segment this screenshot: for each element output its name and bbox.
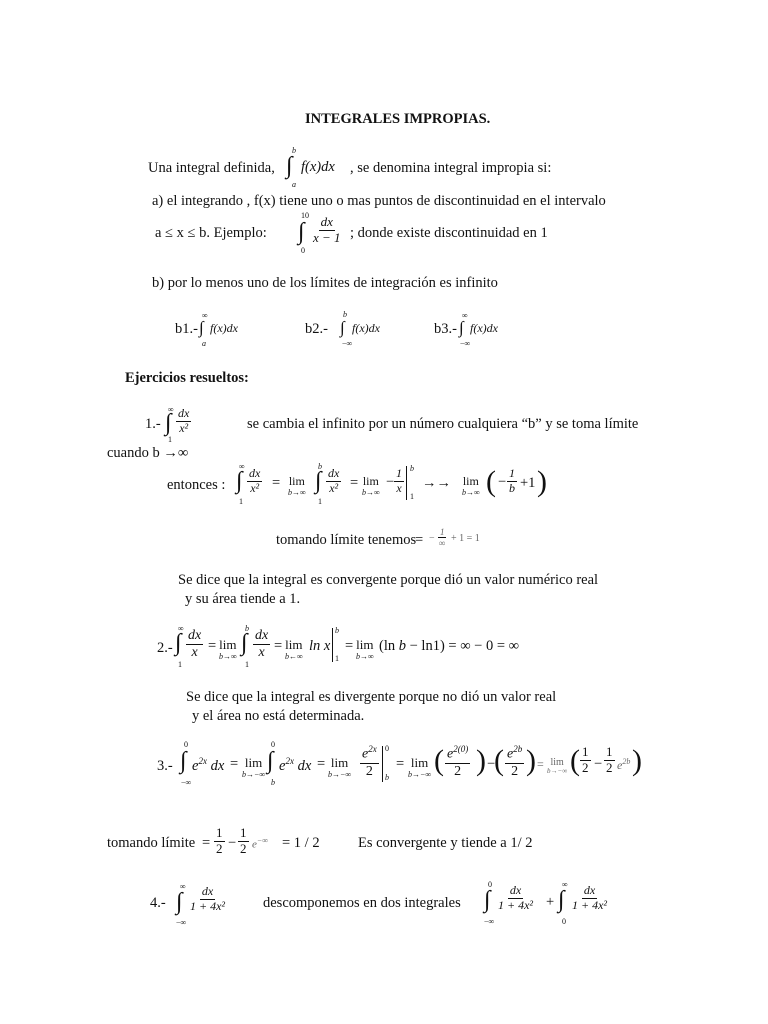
case-a-line1: a) el integrando , f(x) tiene uno o mas puntos de discontinuidad en el intervalo: [152, 193, 606, 209]
ex4-integral: ∞ ∫ −∞ $\frac{dx}{\text{1 + 4x²}}$: [176, 882, 226, 927]
ex3-limit-expr: = $\frac{1}{2}$ − $\frac{1}{2}$ e−∞: [202, 825, 268, 856]
case-b1-label: b1.-: [175, 321, 198, 337]
ex1-chain: ∞ ∫ 1 $\frac{dx}{\text{x²}}$ = lim b→∞ b ∫ 1 $\frac{dx}{\text{x²}}$ = lim b→∞ − $\frac{1}{x}$ b 1 →→ lim b→∞ ( − $\frac{1}{b}$ +1 ): [236, 462, 547, 506]
case-b3-label: b3.-: [434, 321, 457, 337]
ex2-label: 2.-: [157, 640, 173, 656]
case-b-line: b) por lo menos uno de los límites de integración es infinito: [152, 275, 498, 291]
case-b2-label: b2.-: [305, 321, 328, 337]
case-b3-integral: ∞ ∫ −∞ f(x)dx: [459, 311, 498, 348]
ex1-entonces: entonces :: [167, 477, 226, 493]
case-a-tail: ; donde existe discontinuidad en 1: [350, 225, 548, 241]
ex3-conclusion: Es convergente y tiende a 1/ 2: [358, 835, 533, 851]
ex1-tomando: tomando límite tenemos: [276, 532, 417, 548]
ex1-conv-line1: Se dice que la integral es convergente porque dió un valor numérico real: [178, 572, 599, 588]
case-b1-integral: ∞ ∫ a f(x)dx: [199, 311, 238, 348]
ex4-split: 0 ∫ −∞ $\frac{dx}{\text{1 + 4x²}}$ + ∞ ∫ 0 $\frac{dx}{\text{1 + 4x²}}$: [484, 880, 608, 926]
ex1-desc: se cambia el infinito por un número cualquiera “b” y se toma límite: [247, 416, 639, 432]
section-heading: Ejercicios resueltos:: [125, 370, 249, 386]
ex3-tomando: tomando límite: [107, 835, 196, 851]
ex2-div-line2: y el área no está determinada.: [192, 708, 365, 724]
ex4-desc: descomponemos en dos integrales: [263, 895, 461, 911]
intro-integral: b ∫ a f(x)dx: [286, 146, 335, 189]
page-title: INTEGRALES IMPROPIAS.: [305, 111, 491, 127]
ex1-conv-line2: y su área tiende a 1.: [185, 591, 301, 607]
ex2-chain: ∞ ∫ 1 $\frac{dx}{x}$ = lim b→∞ b ∫ 1 $\frac{dx}{x}$ = lim b←∞ ln x b 1 = lim b→∞ (ln b − ln1) = ∞ − 0 = ∞: [175, 624, 519, 669]
case-a-example-integral: 10 ∫ 0 $\frac{dx}{x - 1}$: [298, 211, 341, 255]
ex1-result: = − 1 ∞ + 1 = 1: [415, 527, 480, 549]
case-a-line2: a ≤ x ≤ b. Ejemplo:: [155, 225, 267, 241]
ex1-integral: ∞ ∫ 1 $\frac{dx}{\text{x²}}$: [165, 405, 190, 444]
case-b2-integral: b ∫ −∞ f(x)dx: [340, 310, 380, 348]
intro-lead: Una integral definida,: [148, 160, 275, 176]
ex4-label: 4.-: [150, 895, 166, 911]
intro-tail: , se denomina integral impropia si:: [350, 160, 552, 176]
ex3-chain: 0 ∫ −∞ $e^{2x}$ dx = lim b→−∞ 0 ∫ b $e^{2x}$ dx = lim b→−∞ $\frac{e^{2x}}{2}$ 0 b = lim b→−∞ ( $\frac{e^{2(0)}}{2}$ ) − ( $\frac{e^{2b}}{2}$ ) = lim b→−∞ ( $\frac{1}{2}$ − $\frac{1}{2}$ $e^{2b}$ ): [180, 740, 642, 787]
ex1-cont: cuando b →∞: [107, 445, 189, 461]
ex3-eq: = 1 / 2: [282, 835, 320, 851]
ex2-div-line1: Se dice que la integral es divergente porque no dió un valor real: [186, 689, 557, 705]
ex3-label: 3.-: [157, 758, 173, 774]
ex1-label: 1.-: [145, 416, 161, 432]
